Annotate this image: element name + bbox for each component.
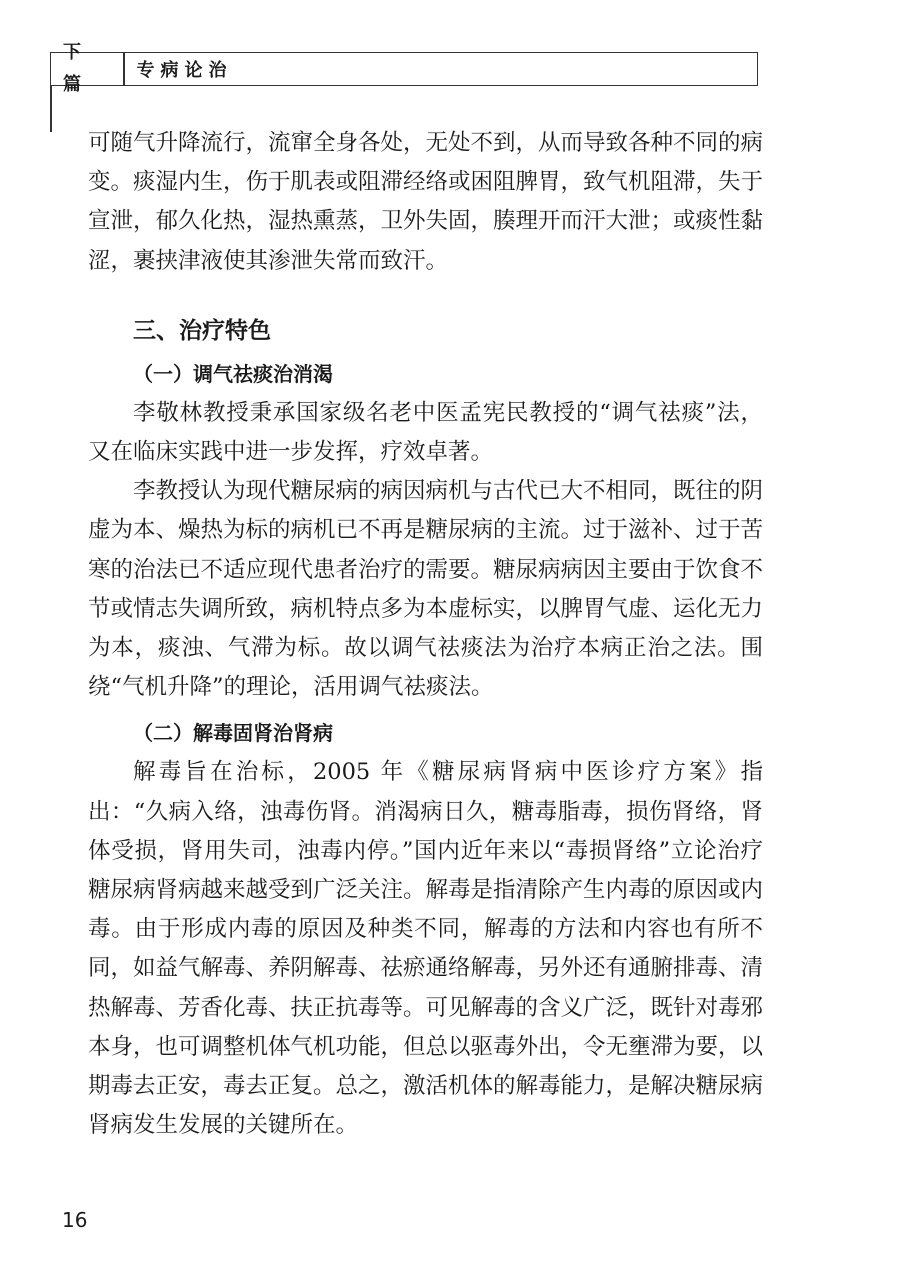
running-header: [50, 42, 758, 95]
paragraph: 解毒旨在治标，2005 年《糖尿病肾病中医诊疗方案》指出：“久病入络，浊毒伤肾。消渴病日久，糖毒脂毒，损伤肾络，肾体受损，肾用失司，浊毒内停。”国内近年来以“毒损肾络”立论治疗糖尿病肾病越来越受到广泛关注。解毒是指清除产生内毒的原因或内毒。由于形成内毒的原因及种类不同，解毒的方法和内容也有所不同，如益气解毒、养阴解毒、祛瘀通络解毒，另外还有通腑排毒、清热解毒、芳香化毒、扶正抗毒等。可见解毒的含义广泛，既针对毒邪本身，也可调整机体气机功能，但总以驱毒外出，令无壅滞为要，以期毒去正安，毒去正复。总之，激活机体的解毒能力，是解决糖尿病肾病发生发展的关键所在。: [88, 759, 764, 1139]
subsection-heading-2: （二）解毒固肾治肾病: [133, 721, 333, 746]
page-number: 16: [62, 1208, 88, 1232]
page-body: [88, 124, 763, 1145]
paragraph: 李教授认为现代糖尿病的病因病机与古代已大不相同，既往的阴虚为本、燥热为标的病机已不再是糖尿病的主流。过于滋补、过于苦寒的治法已不适应现代患者治疗的需要。糖尿病病因主要由于饮食不节或情志失调所致，病机特点多为本虚标实，以脾胃气虚、运化无力为本，痰浊、气滞为标。故以调气祛痰法为治疗本病正治之法。围绕“气机升降”的理论，活用调气祛痰法。: [88, 478, 764, 701]
paragraph-continued: 可随气升降流行，流窜全身各处，无处不到，从而导致各种不同的病变。痰湿内生，伤于肌表或阻滞经络或困阻脾胃，致气机阻滞，失于宣泄，郁久化热，湿热熏蒸，卫外失固，腠理开而汗大泄；或痰性黏涩，裹挟津液使其渗泄失常而致汗。: [88, 130, 764, 274]
header-left-rule: [50, 86, 52, 132]
section-heading: 三、治疗特色: [133, 317, 271, 344]
header-part-label: 下 篇: [63, 42, 89, 95]
paragraph: 李敬林教授秉承国家级名老中医孟宪民教授的“调气祛痰”法，又在临床实践中进一步发挥，疗效卓著。: [88, 399, 763, 466]
header-chapter-title: 专病论治: [136, 60, 233, 81]
subsection-heading-1: （一）调气祛痰治消渴: [133, 361, 333, 386]
